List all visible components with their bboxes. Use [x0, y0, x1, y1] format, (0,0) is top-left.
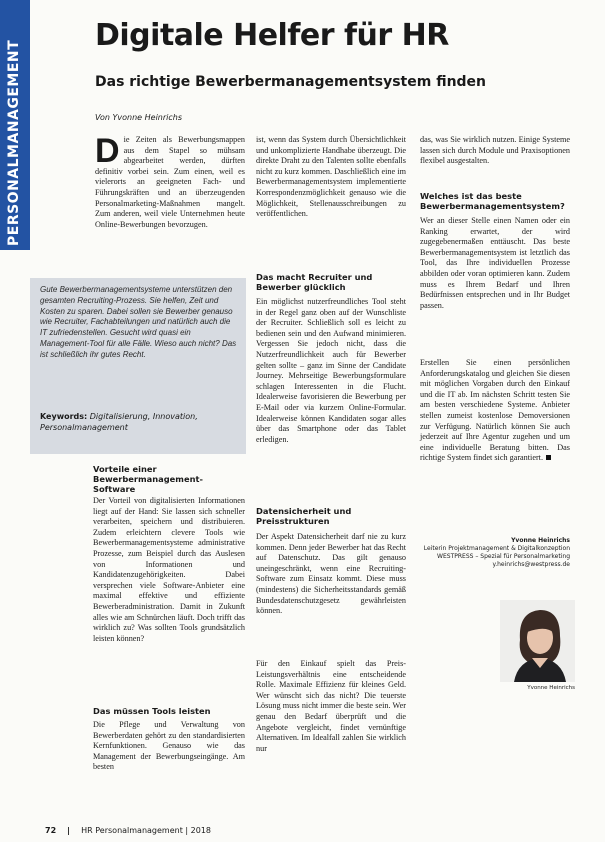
- footer-divider: [68, 827, 69, 835]
- portrait-image: [500, 600, 575, 682]
- section-text: Der Aspekt Datensicherheit darf nie zu kurz kommen. Denn jeder Bewerber hat das Recht auf Datenschutz. Das gilt genauso uneingeschränkt, wenn eine Recruiting-Software zum Einsatz kommt. Diese muss (mindestens) die Sicherheitsstandards gemäß Bundesdatenschutzgesetz gewährleisten können.: [256, 532, 406, 616]
- column-text: das, was Sie wirklich nutzen. Einige Systeme lassen sich durch Module und Praxisoptionen flexibel ausgestalten.: [420, 135, 570, 166]
- drop-cap: D: [95, 132, 120, 170]
- section-heading: Datensicherheit und Preisstrukturen: [256, 506, 352, 526]
- author-company: WESTPRESS – Spezial für Personalmarketing: [437, 553, 570, 560]
- section-text: Wer an dieser Stelle einen Namen oder ein Ranking erwartet, der wird zugegebenermaßen enttäuscht. Das beste Bewerbermanagementsystem ist letztlich das Tool, das Ihre individuellen Prozesse abbilden oder voran optimieren kann. Zudem muss es Ihrem Bedarf und Ihren Bedürfnissen entsprechen und in Ihr Budget passen.: [420, 216, 570, 310]
- article-subtitle: Das richtige Bewerbermanagementsystem finden: [95, 74, 487, 90]
- section-label: PERSONALMANAGEMENT: [6, 39, 22, 246]
- author-name: Yvonne Heinrichs: [511, 537, 570, 544]
- author-role: Leiterin Projektmanagement & Digitalkonzeption: [423, 545, 570, 552]
- section-text: Der Vorteil von digitalisierten Informationen liegt auf der Hand: Sie lassen sich schneller verarbeiten, speichern und distribuieren. Zudem erleichtern clevere Tools wie Bewerbermanagementsysteme administrative Prozesse, zum Beispiel durch das Auslesen von Informationen und Kandidatenzugehörigkeiten. Dabei versprechen viele Software-Anbieter eine maximal effektive und effiziente Bewerberadministration. Damit in Zukunft alles wie am Schnürchen läuft. Doch trifft das wirklich zu? Was sollten Tools grundsätzlich leisten können?: [93, 496, 245, 643]
- page-footer: [45, 826, 211, 835]
- section-heading: Das müssen Tools leisten: [93, 706, 211, 716]
- keywords: [40, 412, 238, 434]
- author-photo: [500, 600, 575, 682]
- section-text: Ein möglichst nutzerfreundliches Tool steht in der Regel ganz oben auf der Wunschliste der Recruiter. Schließlich soll es leicht zu bedienen sein und den Aufwand minimieren. Vergessen Sie jedoch nicht, dass die Nutzerfreundlichkeit auch für Bewerber gelten sollte – ganz im Sinne der Candidate Journey. Mehrseitige Bewerbungsformulare schlagen Interessenten in die Flucht. Idealerweise favorisieren die Bewerbung per E-Mail oder via kurzem Online-Formular. Idealerweise können Kandidaten sogar alles über das Smartphone oder das Tablet erledigen.: [256, 297, 406, 444]
- intro-paragraph: Die Zeiten als Bewerbungsmappen aus dem Stapel so mühsam abgearbeitet werden, dürften definitiv vorbei sein. Zum einen, weil es vielerorts an geeigneten Fach- und Führungskräften und an überzeugenden Personalmarketing-Maßnahmen mangelt. Zum anderen, weil viele Unternehmen heute Online-Bewerbungen bevorzugen.: [95, 132, 245, 229]
- section-text: Die Pflege und Verwaltung von Bewerberdaten gehört zu den standardisierten Kernfunktionen. Genauso wie das Management der Bewerbungseingänge. Am besten: [93, 720, 245, 772]
- publication-name: HR Personalmanagement | 2018: [81, 826, 211, 835]
- column-text: ist, wenn das System durch Übersichtlichkeit und unkomplizierte Handhabe überzeugt. Die direkte Draht zu den Talenten sollte ebenfalls nicht zu kurz kommen. Daschließlich eine im Bewerbermanagementsystem implementierte Korrespondenzmöglichkeit genauso wie die Möglichkeit, Stellenausschreibungen zu veröffentlichen.: [256, 135, 406, 219]
- author-box: [420, 537, 570, 569]
- keywords-label: Keywords:: [40, 412, 88, 421]
- end-mark: [546, 455, 551, 460]
- page-number: 72: [45, 826, 57, 835]
- keywords-text: Digitalisierung, Innovation, Personalmanagement: [40, 412, 198, 432]
- byline: Von Yvonne Heinrichs: [95, 113, 183, 122]
- photo-caption: Yvonne Heinrichs: [527, 685, 575, 691]
- column-text: Für den Einkauf spielt das Preis-Leistungsverhältnis eine entscheidende Rolle. Maximale Effizienz für kleines Geld. Wer wünscht sich das nicht? Die teuerste Lösung muss nicht immer die beste sein. Wer genau den Bedarf überprüft und die Angebote vergleicht, findet vernünftige Alternativen. Im Idealfall zahlen Sie wirklich nur: [256, 659, 406, 753]
- column-text: Erstellen Sie einen persönlichen Anforderungskatalog und gleichen Sie diesen mit möglichen Vorgaben durch den Einkauf und die IT ab. Im nächsten Schritt testen Sie am besten verschiedene Systeme. Anbieter stellen zumeist kostenlose Demoversionen zur Verfügung. Natürlich können Sie auch jederzeit auf Ihre Agentur zugehen und um eine individuelle Beratung bitten. Das richtige System findet sich garantiert.: [420, 358, 570, 463]
- section-heading: Das macht Recruiter und Bewerber glücklich: [256, 272, 373, 292]
- article-title: Digitale Helfer für HR: [95, 18, 449, 53]
- section-heading: Welches ist das beste Bewerbermanagementsystem?: [420, 191, 565, 211]
- author-email[interactable]: y.heinrichs@westpress.de: [492, 561, 570, 568]
- section-heading: Vorteile einer Bewerbermanagement-Software: [93, 464, 203, 494]
- abstract-text: Gute Bewerbermanagementsysteme unterstützen den gesamten Recruiting-Prozess. Sie helfen, Zeit und Kosten zu sparen. Dabei sollen sie Bewerber genauso wie Recruiter, Fachabteilungen und natürlich auch die IT zufriedenstellen. Gesucht wird quasi ein Management-Tool für alle Fälle. Wieso auch nicht? Das ist schließlich ihr gutes Recht.: [40, 285, 237, 359]
